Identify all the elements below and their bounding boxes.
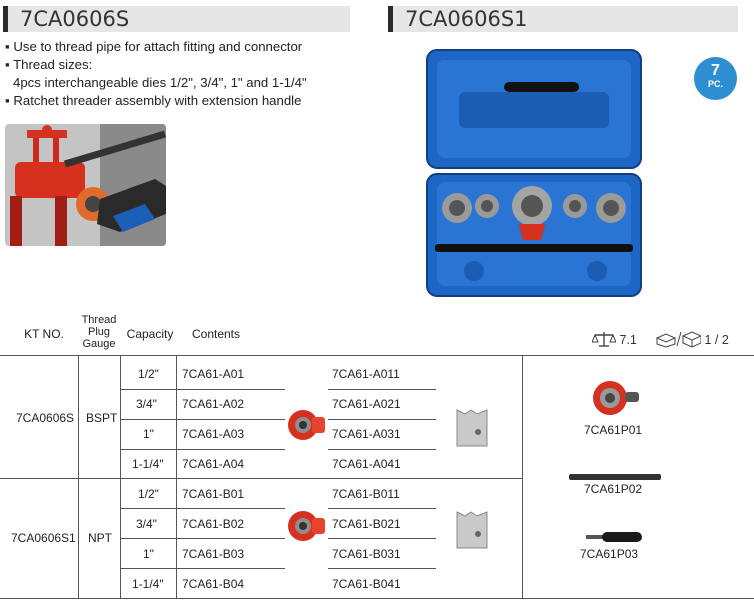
die-head-image <box>286 405 326 445</box>
header-right-text: 7CA0606S1 <box>405 7 528 31</box>
part-number: 7CA61P02 <box>584 482 643 496</box>
row-rule <box>120 419 285 420</box>
insert-part-cell: 7CA61-A031 <box>332 427 401 441</box>
col-gauge-header-1: Thread <box>81 314 117 326</box>
row-rule <box>328 508 436 509</box>
die-part-cell: 7CA61-A03 <box>182 427 245 441</box>
kt-number: 7CA0606S1 <box>11 531 76 545</box>
table-bottom-rule <box>0 598 754 599</box>
box-icon <box>655 330 701 348</box>
piece-count-badge <box>694 57 737 100</box>
feature-list <box>5 38 307 110</box>
row-rule <box>120 449 285 450</box>
ratchet-head-image <box>590 378 640 418</box>
capacity-cell: 1" <box>143 427 154 441</box>
die-part-cell: 7CA61-B02 <box>182 517 245 531</box>
feature-item: ▪ Thread sizes: <box>5 57 93 72</box>
col-divider <box>176 356 177 598</box>
handle-illustration <box>586 531 642 543</box>
row-rule <box>328 449 436 450</box>
kt-number: 7CA0606S <box>16 411 75 425</box>
capacity-cell: 1-1/4" <box>132 577 164 591</box>
col-divider <box>78 356 79 598</box>
gauge-type: NPT <box>88 531 112 545</box>
handle-image <box>586 530 642 542</box>
col-gauge-header-2: Plug <box>87 326 111 338</box>
ratchet-head-illustration <box>590 378 640 418</box>
thread-gauge-image <box>455 408 489 448</box>
insert-part-cell: 7CA61-A021 <box>332 397 401 411</box>
die-head-illustration <box>286 506 326 546</box>
row-rule <box>120 389 285 390</box>
col-divider <box>522 356 523 598</box>
row-rule <box>120 508 285 509</box>
product-header-right <box>388 6 738 32</box>
table-top-rule <box>0 355 754 356</box>
die-part-cell: 7CA61-A04 <box>182 457 245 471</box>
col-contents-header: Contents <box>191 327 241 341</box>
pack-value: 1 / 2 <box>704 333 729 347</box>
weight-value: 7.1 <box>619 333 637 347</box>
row-rule <box>328 419 436 420</box>
col-gauge-header-3: Gauge <box>82 338 116 350</box>
capacity-cell: 1-1/4" <box>132 457 164 471</box>
insert-part-cell: 7CA61-B031 <box>332 547 401 561</box>
die-part-cell: 7CA61-B01 <box>182 487 245 501</box>
feature-item: ▪ Use to thread pipe for attach fitting and connector <box>5 39 303 54</box>
feature-item: 4pcs interchangeable dies 1/2", 3/4", 1" and 1-1/4" <box>13 75 307 90</box>
packaging-info <box>655 330 729 348</box>
insert-part-cell: 7CA61-A011 <box>332 367 400 381</box>
product-header-left <box>3 6 350 32</box>
row-rule <box>328 389 436 390</box>
extension-rod-image <box>569 474 661 480</box>
insert-part-cell: 7CA61-B041 <box>332 577 401 591</box>
insert-part-cell: 7CA61-A041 <box>332 457 401 471</box>
part-number: 7CA61P03 <box>580 547 639 561</box>
capacity-cell: 3/4" <box>136 397 157 411</box>
weight-info <box>592 330 637 348</box>
die-head-illustration <box>286 405 326 445</box>
capacity-cell: 1/2" <box>138 487 159 501</box>
insert-part-cell: 7CA61-B021 <box>332 517 401 531</box>
case-illustration <box>419 46 649 298</box>
die-part-cell: 7CA61-B03 <box>182 547 245 561</box>
case-image <box>419 46 649 298</box>
die-part-cell: 7CA61-B04 <box>182 577 245 591</box>
row-rule <box>328 568 436 569</box>
row-rule <box>120 538 285 539</box>
thread-gauge-image <box>455 510 489 550</box>
capacity-cell: 3/4" <box>136 517 157 531</box>
usage-photo-illustration <box>5 124 166 246</box>
col-kt-header: KT NO. <box>24 327 64 341</box>
usage-photo <box>5 124 166 246</box>
col-divider <box>120 356 121 598</box>
row-rule <box>328 538 436 539</box>
piece-count: 7 <box>711 62 720 79</box>
scale-icon <box>592 330 616 348</box>
die-part-cell: 7CA61-A01 <box>182 367 245 381</box>
col-capacity-header: Capacity <box>126 327 174 341</box>
capacity-cell: 1" <box>143 547 154 561</box>
header-left-text: 7CA0606S <box>20 7 130 31</box>
die-head-image <box>286 506 326 546</box>
thread-gauge-illustration <box>455 408 489 448</box>
insert-part-cell: 7CA61-B011 <box>332 487 400 501</box>
die-part-cell: 7CA61-A02 <box>182 397 245 411</box>
piece-unit: PC. <box>707 79 723 89</box>
row-rule <box>120 568 285 569</box>
feature-item: ▪ Ratchet threader assembly with extension handle <box>5 93 302 108</box>
part-number: 7CA61P01 <box>584 423 643 437</box>
thread-gauge-illustration <box>455 510 489 550</box>
gauge-type: BSPT <box>86 411 118 425</box>
capacity-cell: 1/2" <box>138 367 159 381</box>
